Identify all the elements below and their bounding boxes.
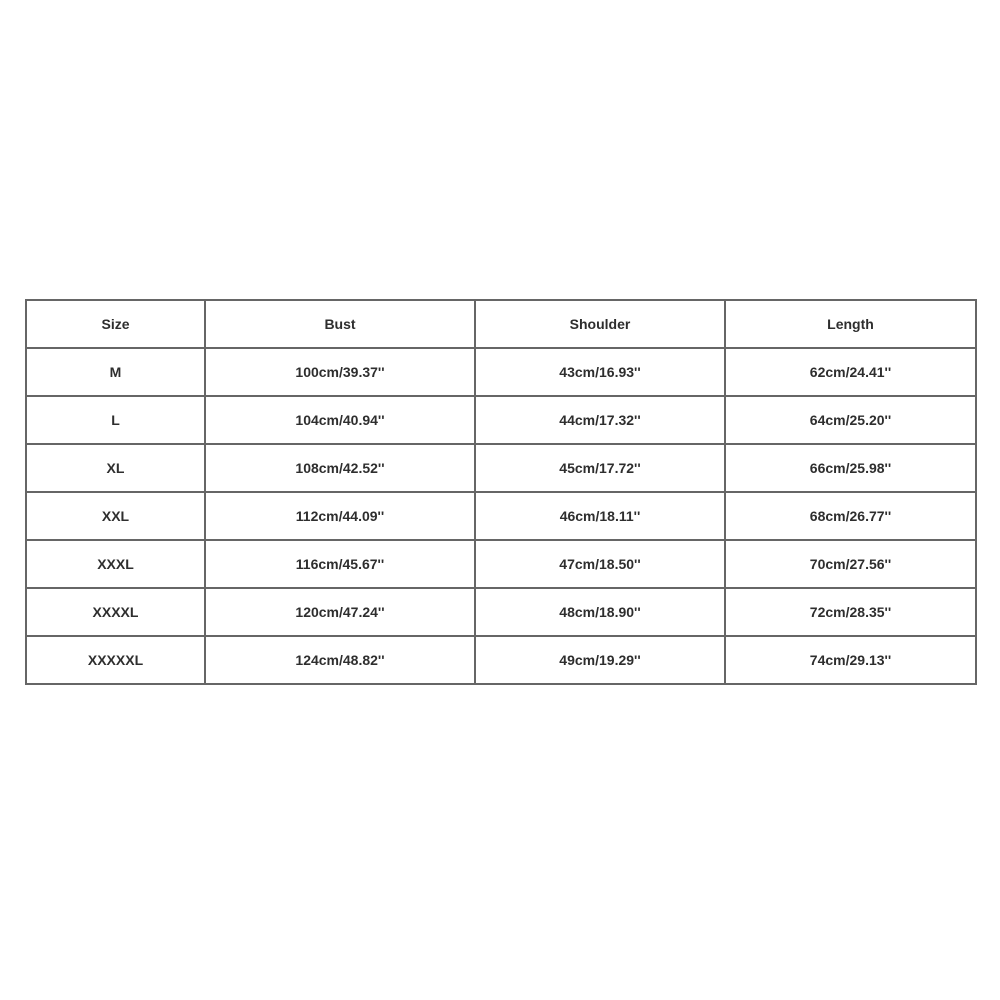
cell-bust: 100cm/39.37'' [205, 348, 475, 396]
cell-length: 68cm/26.77'' [725, 492, 976, 540]
header-row [26, 300, 976, 348]
cell-bust: 112cm/44.09'' [205, 492, 475, 540]
cell-size: XXXXXL [26, 636, 205, 684]
cell-size: XXL [26, 492, 205, 540]
cell-bust: 124cm/48.82'' [205, 636, 475, 684]
header-bust: Bust [205, 300, 475, 348]
cell-bust: 108cm/42.52'' [205, 444, 475, 492]
header-size: Size [26, 300, 205, 348]
cell-shoulder: 49cm/19.29'' [475, 636, 725, 684]
cell-size: L [26, 396, 205, 444]
cell-size: M [26, 348, 205, 396]
cell-length: 74cm/29.13'' [725, 636, 976, 684]
cell-shoulder: 48cm/18.90'' [475, 588, 725, 636]
cell-bust: 116cm/45.67'' [205, 540, 475, 588]
table-body [26, 348, 976, 684]
table-row [26, 540, 976, 588]
cell-shoulder: 45cm/17.72'' [475, 444, 725, 492]
cell-shoulder: 47cm/18.50'' [475, 540, 725, 588]
cell-length: 62cm/24.41'' [725, 348, 976, 396]
cell-shoulder: 43cm/16.93'' [475, 348, 725, 396]
cell-length: 70cm/27.56'' [725, 540, 976, 588]
cell-shoulder: 46cm/18.11'' [475, 492, 725, 540]
cell-length: 66cm/25.98'' [725, 444, 976, 492]
table-row [26, 588, 976, 636]
cell-size: XXXXL [26, 588, 205, 636]
table-row [26, 348, 976, 396]
cell-size: XXXL [26, 540, 205, 588]
cell-length: 64cm/25.20'' [725, 396, 976, 444]
table-row [26, 492, 976, 540]
header-length: Length [725, 300, 976, 348]
table-row [26, 396, 976, 444]
table-header [26, 300, 976, 348]
table-row [26, 636, 976, 684]
cell-bust: 120cm/47.24'' [205, 588, 475, 636]
cell-bust: 104cm/40.94'' [205, 396, 475, 444]
cell-shoulder: 44cm/17.32'' [475, 396, 725, 444]
cell-size: XL [26, 444, 205, 492]
size-chart-table [25, 299, 977, 685]
table-row [26, 444, 976, 492]
header-shoulder: Shoulder [475, 300, 725, 348]
cell-length: 72cm/28.35'' [725, 588, 976, 636]
